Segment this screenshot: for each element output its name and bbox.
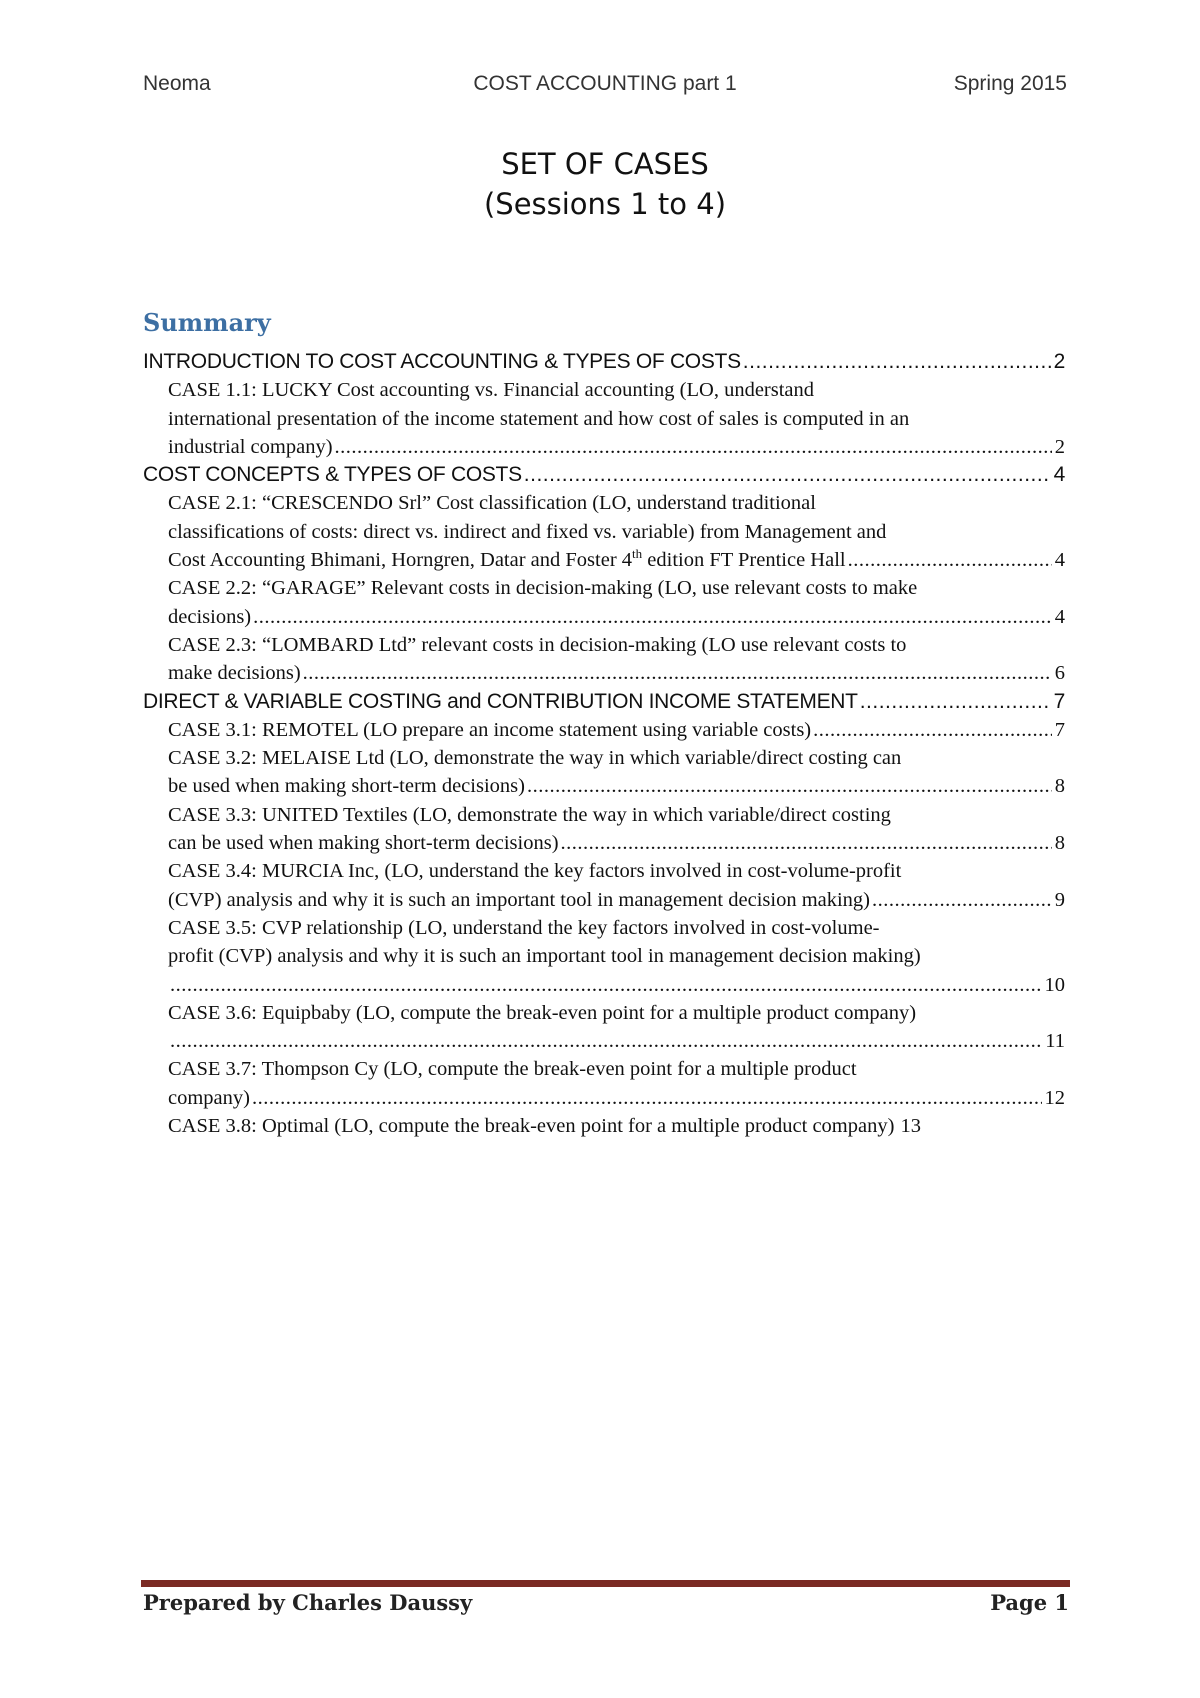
toc-page-number: 6 xyxy=(1054,662,1065,685)
toc-entry-text: CASE 3.4: MURCIA Inc, (LO, understand the key factors involved in cost-volume-profit xyxy=(168,860,902,883)
toc-case-3-2[interactable] xyxy=(143,744,1065,801)
toc-entry-text: classifications of costs: direct vs. indirect and fixed vs. variable) from Management and xyxy=(168,520,887,543)
toc-entry-text: CASE 2.1: “CRESCENDO Srl” Cost classification (LO, understand traditional xyxy=(168,492,816,515)
toc-case-3-5[interactable] xyxy=(143,914,1065,999)
toc-entry-text: CASE 2.2: “GARAGE” Relevant costs in decision-making (LO, use relevant costs to make xyxy=(168,577,918,600)
toc-entry-text: decisions) xyxy=(168,605,252,628)
toc-case-2-1[interactable] xyxy=(143,489,1065,574)
toc-entry-text: CASE 2.3: “LOMBARD Ltd” relevant costs in decision-making (LO use relevant costs to xyxy=(168,633,907,656)
toc-case-3-3[interactable] xyxy=(143,801,1065,858)
toc-entry-text: company) xyxy=(168,1086,250,1109)
toc-page-number: 4 xyxy=(1054,549,1065,572)
toc-entry-text: DIRECT & VARIABLE COSTING and CONTRIBUTION INCOME STATEMENT xyxy=(143,689,858,713)
toc-page-number: 2 xyxy=(1053,350,1065,373)
document-title: SET OF CASES xyxy=(501,147,709,181)
toc-entry-text: industrial company) xyxy=(168,435,333,458)
toc-entry-text: CASE 3.3: UNITED Textiles (LO, demonstrate the way in which variable/direct costing xyxy=(168,803,891,826)
toc-entry-text: CASE 3.2: MELAISE Ltd (LO, demonstrate the way in which variable/direct costing can xyxy=(168,747,902,770)
toc-entry-text: be used when making short-term decisions) xyxy=(168,775,525,798)
header-center: COST ACCOUNTING part 1 xyxy=(473,72,737,95)
toc-page-number: 4 xyxy=(1053,463,1065,487)
summary-heading: Summary xyxy=(143,308,271,337)
toc-case-3-7[interactable] xyxy=(143,1055,1065,1112)
toc-case-1-1[interactable] xyxy=(143,376,1065,461)
toc-case-2-2[interactable] xyxy=(143,574,1065,631)
toc-entry-text: make decisions) xyxy=(168,662,301,685)
toc-entry-text: international presentation of the income statement and how cost of sales is computed in an xyxy=(168,407,910,430)
toc-entry-text: can be used when making short-term decisions) xyxy=(168,832,559,855)
toc-page-number: 7 xyxy=(1054,718,1065,741)
toc-page-number: 13 xyxy=(900,1115,921,1138)
toc-case-3-8[interactable] xyxy=(143,1112,1065,1140)
toc-page-number: 10 xyxy=(1044,973,1065,996)
document-subtitle: (Sessions 1 to 4) xyxy=(483,187,727,221)
toc-entry-text: (CVP) analysis and why it is such an important tool in management decision making) xyxy=(168,888,871,911)
footer-rule xyxy=(141,1580,1070,1587)
toc-section-1[interactable] xyxy=(143,348,1065,376)
toc-entry-text: CASE 1.1: LUCKY Cost accounting vs. Financial accounting (LO, understand xyxy=(168,379,815,402)
toc-entry-text: profit (CVP) analysis and why it is such an important tool in management decision making) xyxy=(168,945,921,968)
toc-entry-text: INTRODUCTION TO COST ACCOUNTING & TYPES OF COSTS xyxy=(143,350,741,373)
header-left: Neoma xyxy=(143,72,211,95)
toc-case-3-6[interactable] xyxy=(143,999,1065,1056)
toc-page-number: 4 xyxy=(1054,605,1065,628)
toc-page-number: 11 xyxy=(1045,1030,1065,1053)
table-of-contents xyxy=(143,348,1065,1140)
toc-page-number: 12 xyxy=(1044,1086,1065,1109)
toc-page-number: 8 xyxy=(1054,775,1065,798)
toc-entry-text: CASE 3.7: Thompson Cy (LO, compute the break-even point for a multiple product xyxy=(168,1058,857,1081)
toc-entry-text: COST CONCEPTS & TYPES OF COSTS xyxy=(143,463,522,487)
toc-entry-text: CASE 3.6: Equipbaby (LO, compute the break-even point for a multiple product company) xyxy=(168,1001,917,1024)
toc-page-number: 8 xyxy=(1054,832,1065,855)
toc-section-3[interactable] xyxy=(143,688,1065,716)
superscript: th xyxy=(632,546,643,562)
toc-case-3-4[interactable] xyxy=(143,857,1065,914)
toc-case-3-1[interactable] xyxy=(143,716,1065,744)
header-right: Spring 2015 xyxy=(953,72,1067,95)
toc-section-2[interactable] xyxy=(143,461,1065,489)
toc-case-2-3[interactable] xyxy=(143,631,1065,688)
toc-page-number: 9 xyxy=(1054,888,1065,911)
toc-page-number: 2 xyxy=(1054,435,1065,458)
toc-page-number: 7 xyxy=(1053,689,1065,713)
toc-entry-text: CASE 3.8: Optimal (LO, compute the break-even point for a multiple product company) xyxy=(168,1115,895,1138)
footer-author: Prepared by Charles Daussy xyxy=(143,1590,473,1615)
toc-entry-text: Cost Accounting Bhimani, Horngren, Datar and Foster 4th edition FT Prentice Hall xyxy=(168,546,846,572)
toc-entry-text: CASE 3.1: REMOTEL (LO prepare an income statement using variable costs) xyxy=(168,718,812,741)
toc-entry-text: CASE 3.5: CVP relationship (LO, understand the key factors involved in cost-volume- xyxy=(168,916,880,939)
footer-page-number: Page 1 xyxy=(990,1590,1069,1615)
